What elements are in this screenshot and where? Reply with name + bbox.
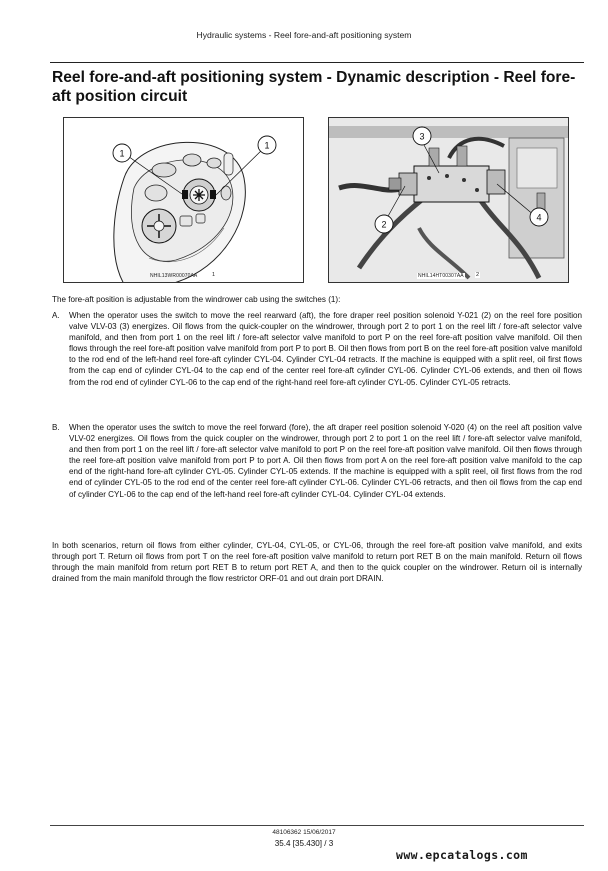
header-rule: [50, 62, 584, 63]
closing-paragraph: In both scenarios, return oil flows from either cylinder, CYL-04, CYL-05, or CYL-06, through the reel fore-aft position valve manifold, and exits through port T. Return oil flows from port T on the reel fore-aft position valve manifold to return port RET B on the main manifold. Return oil flows through the main manifold from return port RET B to return port RET A, and then to the quick coupler on the windrower. Return oil is internally drained from the main manifold through the flow restrictor ORF-01 and out drain port DRAIN.: [52, 541, 582, 584]
callout-label: 1: [264, 140, 270, 151]
step-text: When the operator uses the switch to move the reel forward (fore), the aft draper reel position solenoid Y-020 (4) on the reel aft position valve VLV-02 energizes. Oil flows from the quick coupler on the windrower, through port 2 to port 1 on the reel lift / fore-aft selector valve manifold, and then from port 1 on the reel lift / fore-aft selector valve manifold to port P on the reel fore-aft position valve manifold. Oil then flows through the reel fore-aft position valve manifold from port P to port A. Oil then flows from port A on the reel fore-aft position valve manifold to the cap end of the right-hand fore-aft cylinder CYL-05. Cylinder CYL-05 extends. If the machine is equipped with a split reel, oil first flows from the rod end of cylinder CYL-05 to the rod end of the center reel fore-aft cylinder CYL-06. Cylinder CYL-06 retracts, and then oil flows from the cap end of cylinder CYL-06 to the cap end of the left-hand reel fore-aft cylinder CYL-04. Cylinder CYL-04 extends.: [69, 423, 582, 499]
joystick-illustration: [64, 118, 304, 283]
running-header: Hydraulic systems - Reel fore-and-aft positioning system: [196, 30, 412, 40]
figure-number: 1: [212, 272, 216, 278]
figure-number: 2: [476, 272, 480, 278]
document-id: 48106362 15/06/2017: [272, 829, 336, 836]
page-title: Reel fore-and-aft positioning system - Dynamic description - Reel fore-aft position circuit: [52, 69, 576, 105]
page-number: 35.4 [35.430] / 3: [274, 839, 334, 848]
figure-code: NHIL13WR00070AA: [150, 273, 198, 279]
footer-rule: [50, 825, 584, 826]
step-text: When the operator uses the switch to move the reel rearward (aft), the fore draper reel position solenoid Y-021 (2) on the reel fore position valve VLV-03 (3) energizes. Oil flows from the quick-coupler on the windrower, through port 2 to port 1 on the reel lift / fore-aft selector valve manifold, and then from port 1 on the reel lift / fore-aft selector valve manifold to port P on the reel fore-aft position valve manifold. Oil then flows through the reel fore-aft position valve manifold from port P to port B. Oil then flows from port B on the reel fore-aft position valve manifold to the rod end of the left-hand reel fore-aft cylinder CYL-04. Cylinder CYL-04 retracts. If the machine is equipped with a split reel, oil first flows from the cap end of cylinder CYL-04 to the cap end of the center reel fore-aft cylinder CYL-06. Cylinder CYL-06 extends, and then oil flows from the rod end of cylinder CYL-06 to the cap end of the right-hand reel fore-aft cylinder CYL-05. Cylinder CYL-05 retracts.: [69, 311, 582, 387]
valve-manifold-photo: [329, 118, 569, 283]
callout-label: 4: [536, 212, 542, 223]
step-letter: A.: [52, 311, 60, 320]
callout-label: 3: [419, 131, 425, 142]
figure-valve-manifold: [328, 117, 569, 283]
callout-label: 1: [119, 148, 125, 159]
figure-joystick: [63, 117, 304, 283]
figure-code: NHIL14HT00307AA: [418, 273, 464, 279]
watermark-link[interactable]: www.epcatalogs.com: [396, 848, 528, 862]
callout-label: 2: [381, 219, 387, 230]
step-letter: B.: [52, 423, 60, 432]
intro-paragraph: The fore-aft position is adjustable from the windrower cab using the switches (1):: [52, 295, 341, 304]
